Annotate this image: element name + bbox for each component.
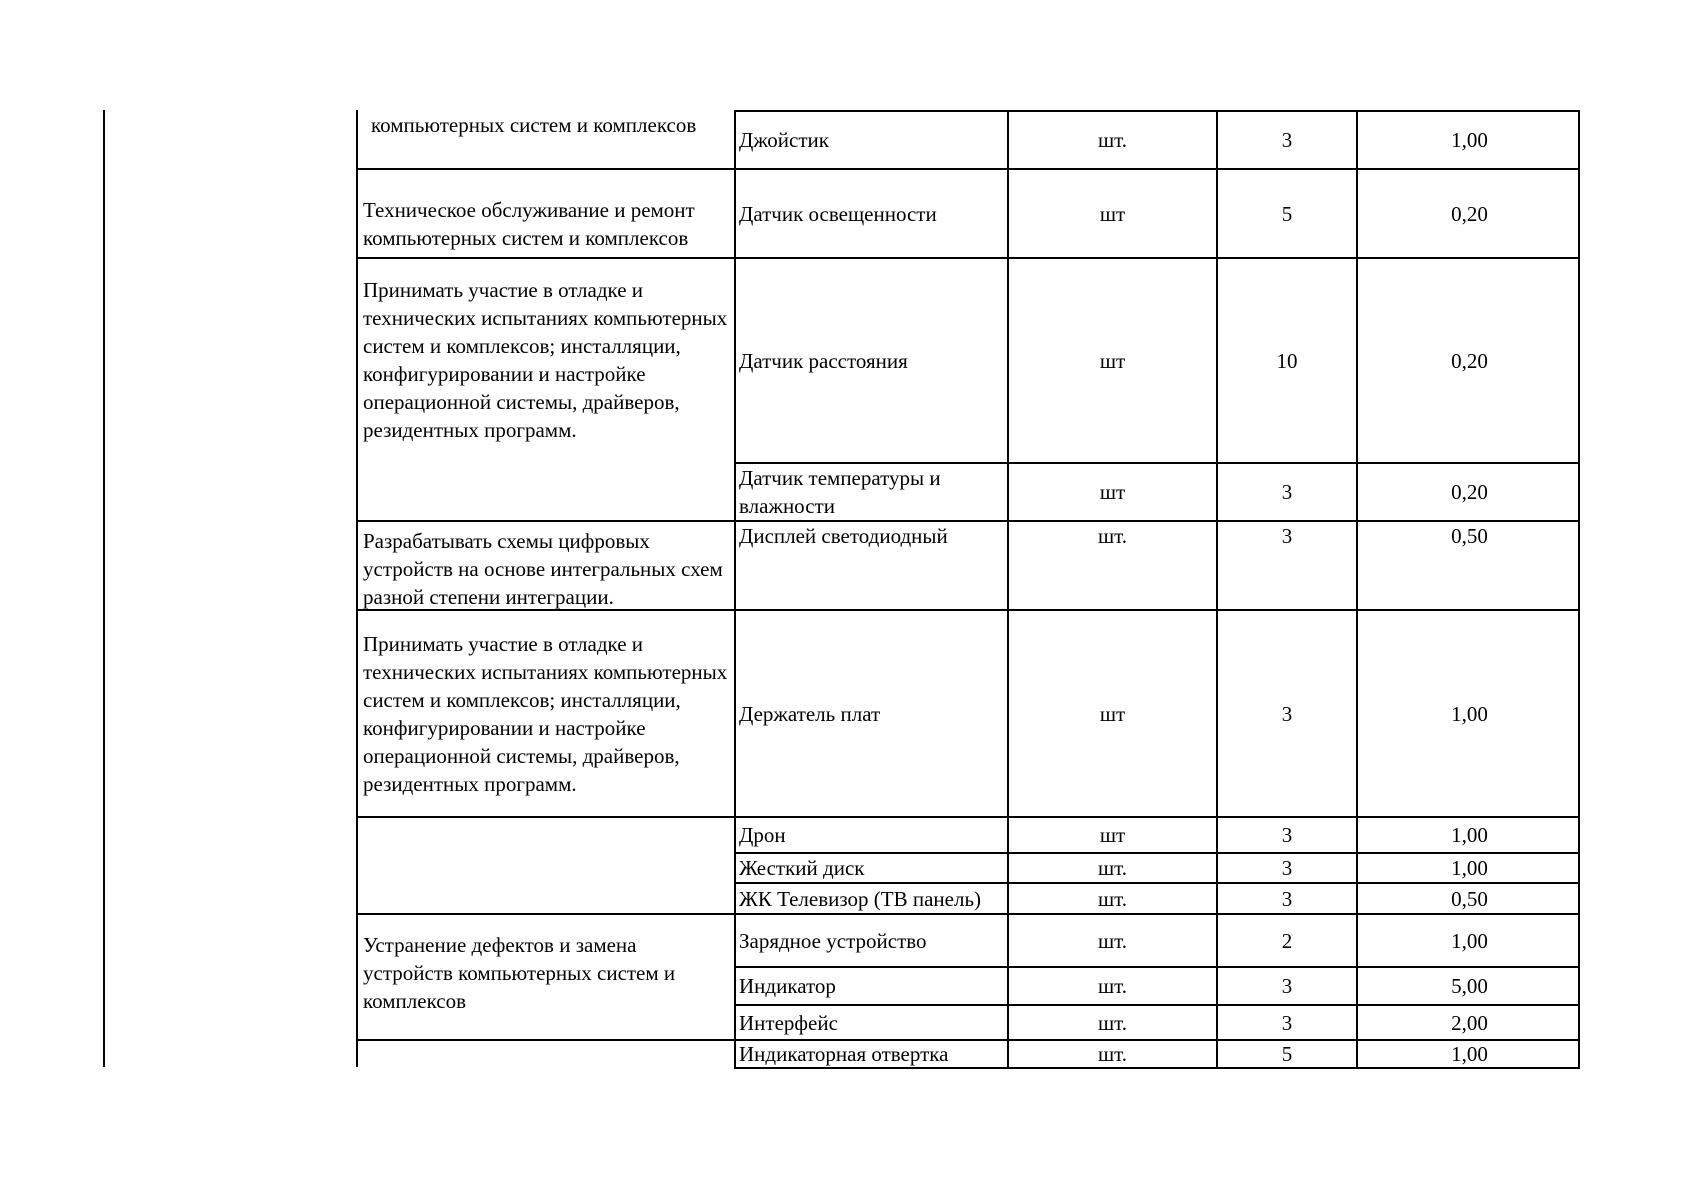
item-value: 5,00 bbox=[1451, 974, 1488, 998]
item-quantity-cell bbox=[1216, 520, 1358, 611]
item-quantity: 10 bbox=[1276, 348, 1298, 373]
item-quantity: 3 bbox=[1281, 480, 1293, 504]
item-unit-cell bbox=[1007, 966, 1218, 1006]
item-name-cell bbox=[734, 882, 1009, 915]
item-value-cell bbox=[1356, 609, 1580, 818]
item-unit-cell bbox=[1007, 609, 1218, 818]
item-name-cell bbox=[734, 257, 1009, 464]
item-unit-cell bbox=[1007, 1039, 1218, 1069]
item-name-cell bbox=[734, 852, 1009, 884]
item-unit: шт. bbox=[1097, 524, 1128, 548]
competency-text: Принимать участие в отладке и технических испытаниях компьютерных систем и комплексов; инсталляции, конфигурировании и настройке операционной системы, драйверов, резидентных программ. bbox=[363, 632, 728, 796]
competency-cell bbox=[356, 110, 736, 170]
item-value: 0,20 bbox=[1451, 201, 1488, 226]
item-unit-cell bbox=[1007, 882, 1218, 915]
item-unit: шт bbox=[1099, 701, 1126, 726]
item-unit: шт. bbox=[1097, 1042, 1128, 1066]
item-quantity: 3 bbox=[1281, 856, 1293, 880]
competency-cell bbox=[356, 913, 736, 1041]
item-unit: шт. bbox=[1097, 886, 1128, 911]
item-name-cell bbox=[734, 462, 1009, 522]
item-name: Жесткий диск bbox=[739, 856, 865, 880]
item-unit-cell bbox=[1007, 257, 1218, 464]
competency-text: Разрабатывать схемы цифровых устройств на основе интегральных схем разной степени интеграции. bbox=[363, 529, 723, 609]
item-value: 0,20 bbox=[1451, 348, 1488, 373]
item-unit-cell bbox=[1007, 110, 1218, 170]
competency-cell bbox=[356, 257, 736, 522]
item-name-cell bbox=[734, 1039, 1009, 1069]
item-value-cell bbox=[1356, 462, 1580, 522]
item-value-cell bbox=[1356, 520, 1580, 611]
item-value: 0,50 bbox=[1451, 886, 1488, 911]
item-name-cell bbox=[734, 913, 1009, 968]
item-unit: шт. bbox=[1097, 974, 1128, 998]
item-quantity: 3 bbox=[1281, 128, 1293, 152]
item-quantity-cell bbox=[1216, 966, 1358, 1006]
item-quantity: 5 bbox=[1281, 1042, 1293, 1066]
item-quantity-cell bbox=[1216, 110, 1358, 170]
item-unit: шт bbox=[1099, 348, 1126, 373]
item-value-cell bbox=[1356, 966, 1580, 1006]
item-value-cell bbox=[1356, 816, 1580, 854]
item-name-cell bbox=[734, 168, 1009, 259]
item-name: Датчик температуры и влажности bbox=[739, 466, 941, 518]
item-unit: шт. bbox=[1097, 128, 1128, 152]
competency-text: Принимать участие в отладке и технических испытаниях компьютерных систем и комплексов; инсталляции, конфигурировании и настройке операционной системы, драйверов, резидентных программ. bbox=[363, 278, 728, 442]
item-quantity: 3 bbox=[1281, 974, 1293, 998]
item-value: 1,00 bbox=[1451, 128, 1488, 152]
item-quantity: 3 bbox=[1281, 823, 1293, 847]
item-value-cell bbox=[1356, 913, 1580, 968]
item-value: 0,50 bbox=[1451, 524, 1488, 548]
item-name: Дрон bbox=[739, 823, 786, 847]
competency-cell bbox=[356, 168, 736, 259]
item-quantity-cell bbox=[1216, 168, 1358, 259]
item-quantity-cell bbox=[1216, 1039, 1358, 1069]
item-name: Зарядное устройство bbox=[739, 928, 927, 953]
item-unit: шт. bbox=[1097, 856, 1128, 880]
item-quantity-cell bbox=[1216, 816, 1358, 854]
item-value: 1,00 bbox=[1451, 1042, 1488, 1066]
item-name: Дисплей светодиодный bbox=[739, 524, 948, 548]
competency-cell bbox=[356, 609, 736, 818]
item-name-cell bbox=[734, 816, 1009, 854]
item-unit: шт. bbox=[1097, 1010, 1128, 1035]
item-name-cell bbox=[734, 609, 1009, 818]
item-quantity-cell bbox=[1216, 609, 1358, 818]
item-unit-cell bbox=[1007, 1004, 1218, 1041]
competency-text: Техническое обслуживание и ремонт компьютерных систем и комплексов bbox=[363, 197, 695, 250]
item-name: Джойстик bbox=[739, 128, 829, 152]
item-name-cell bbox=[734, 110, 1009, 170]
item-unit: шт bbox=[1099, 480, 1126, 504]
item-name: Индикатор bbox=[739, 974, 836, 998]
item-name: Индикаторная отвертка bbox=[739, 1042, 949, 1066]
item-name: Интерфейс bbox=[739, 1010, 838, 1035]
item-quantity-cell bbox=[1216, 257, 1358, 464]
item-quantity-cell bbox=[1216, 882, 1358, 915]
competency-text: Устранение дефектов и замена устройств компьютерных систем и комплексов bbox=[363, 933, 676, 1013]
item-value-cell bbox=[1356, 1039, 1580, 1069]
item-value: 1,00 bbox=[1451, 701, 1488, 726]
item-name: Датчик освещенности bbox=[739, 201, 937, 226]
left-margin-rule bbox=[103, 110, 105, 1067]
item-value-cell bbox=[1356, 1004, 1580, 1041]
item-quantity: 5 bbox=[1281, 201, 1293, 226]
item-quantity: 3 bbox=[1281, 886, 1293, 911]
item-name: Датчик расстояния bbox=[739, 348, 908, 373]
item-quantity-cell bbox=[1216, 913, 1358, 968]
item-name-cell bbox=[734, 966, 1009, 1006]
item-value: 0,20 bbox=[1451, 480, 1488, 504]
item-value: 1,00 bbox=[1451, 823, 1488, 847]
item-name: ЖК Телевизор (ТВ панель) bbox=[739, 886, 982, 911]
item-value: 2,00 bbox=[1451, 1010, 1488, 1035]
item-unit-cell bbox=[1007, 816, 1218, 854]
item-name-cell bbox=[734, 1004, 1009, 1041]
item-value-cell bbox=[1356, 852, 1580, 884]
competency-cell bbox=[356, 1039, 736, 1069]
item-quantity: 3 bbox=[1281, 701, 1293, 726]
item-name: Держатель плат bbox=[739, 701, 881, 726]
item-quantity: 2 bbox=[1281, 928, 1293, 953]
competency-text: компьютерных систем и комплексов bbox=[371, 113, 697, 137]
item-quantity: 3 bbox=[1281, 524, 1293, 548]
competency-cell bbox=[356, 816, 736, 915]
item-quantity-cell bbox=[1216, 1004, 1358, 1041]
competency-cell bbox=[356, 520, 736, 611]
item-unit: шт bbox=[1099, 201, 1126, 226]
item-value-cell bbox=[1356, 257, 1580, 464]
item-unit-cell bbox=[1007, 913, 1218, 968]
item-value: 1,00 bbox=[1451, 856, 1488, 880]
item-value-cell bbox=[1356, 168, 1580, 259]
item-quantity: 3 bbox=[1281, 1010, 1293, 1035]
item-value: 1,00 bbox=[1451, 928, 1488, 953]
item-unit: шт. bbox=[1097, 928, 1128, 953]
item-unit: шт bbox=[1099, 823, 1126, 847]
item-quantity-cell bbox=[1216, 462, 1358, 522]
item-value-cell bbox=[1356, 110, 1580, 170]
item-name-cell bbox=[734, 520, 1009, 611]
item-unit-cell bbox=[1007, 462, 1218, 522]
item-quantity-cell bbox=[1216, 852, 1358, 884]
item-unit-cell bbox=[1007, 852, 1218, 884]
item-unit-cell bbox=[1007, 520, 1218, 611]
item-value-cell bbox=[1356, 882, 1580, 915]
item-unit-cell bbox=[1007, 168, 1218, 259]
